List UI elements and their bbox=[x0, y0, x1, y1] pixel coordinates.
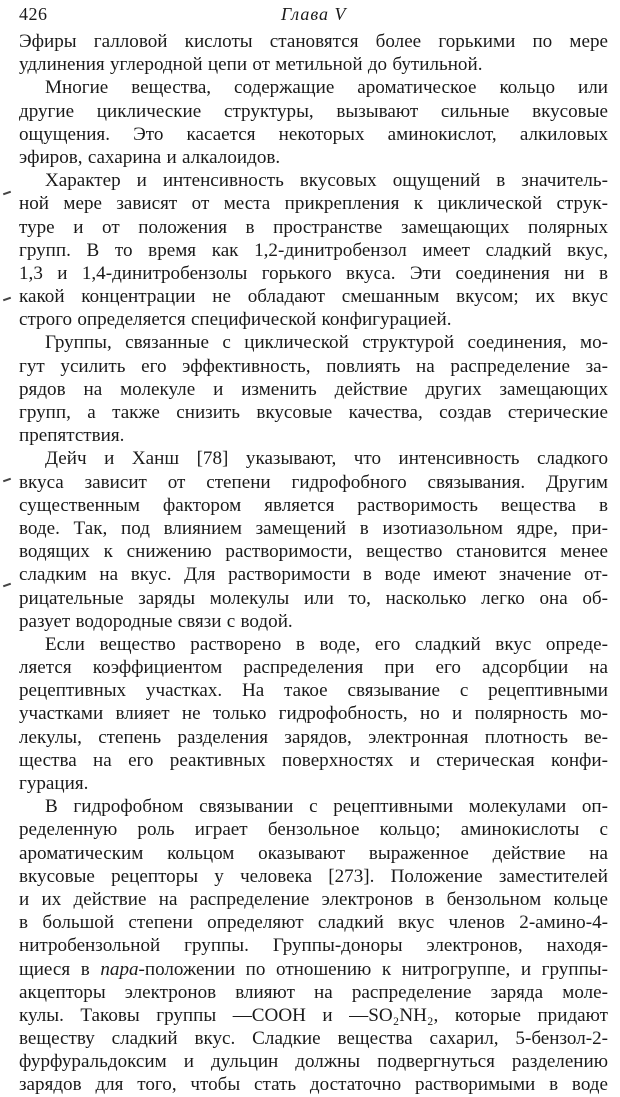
text-line: щества на его реактивных поверхностях и стерическая конфи- bbox=[19, 749, 608, 771]
margin-mark bbox=[3, 191, 11, 196]
paragraph bbox=[19, 795, 608, 1096]
text-line: участками влияет не только гидрофобность, но и полярность мо- bbox=[19, 703, 608, 725]
text-line: Дейч и Ханш [78] указывают, что интенсивность сладкого bbox=[45, 448, 608, 470]
text-line: рядов на молекуле и изменить действие других замещающих bbox=[19, 378, 608, 400]
text-line: существенным фактором является растворимость вещества в bbox=[19, 494, 608, 516]
text-line: Группы, связанные с циклической структурой соединения, мо- bbox=[45, 332, 608, 354]
text-line: Эфиры галловой кислоты становятся более горькими по мере bbox=[19, 31, 608, 52]
text-line: удлинения углеродной цепи от метильной до бутильной. bbox=[19, 54, 483, 76]
text-line: Многие вещества, содержащие ароматическое кольцо или bbox=[45, 77, 608, 99]
text-line: другие циклические структуры, вызывают сильные вкусовые bbox=[19, 100, 608, 122]
text-line: щиеся в пара-положении по отношению к нитрогруппе, и группы- bbox=[19, 958, 608, 980]
text-line: веществу сладкий вкус. Сладкие вещества сахарил, 5-бензол-2- bbox=[19, 1028, 608, 1050]
paragraph bbox=[19, 169, 608, 331]
text-line: Характер и интенсивность вкусовых ощущений в значитель- bbox=[45, 170, 608, 192]
text-line: групп, а также снизить вкусовые качества, создав стерические bbox=[19, 402, 608, 423]
text-line: строго определяется специфической конфигурацией. bbox=[19, 309, 452, 331]
text-line: водящих к снижению растворимости, вещество становится менее bbox=[19, 541, 608, 563]
paragraph bbox=[19, 30, 608, 76]
text-line: ляется коэффициентом распределения при его адсорбции на bbox=[19, 657, 608, 679]
text-line: В гидрофобном связывании с рецептивными молекулами оп- bbox=[45, 796, 608, 818]
page-header bbox=[19, 2, 608, 28]
text-line: препятствия. bbox=[19, 425, 125, 447]
text-line: зарядов для того, чтобы стать достаточно растворимыми в воде bbox=[19, 1074, 608, 1096]
text-line: и их действие на распределение электронов в бензольном кольце bbox=[19, 888, 608, 910]
text-line: Если вещество растворено в воде, его сладкий вкус опреде- bbox=[45, 633, 608, 655]
text-line: вкуса зависит от степени гидрофобного связывания. Другим bbox=[19, 471, 608, 493]
text-line: групп. В то время как 1,2-динитробензол имеет сладкий вкус, bbox=[19, 239, 608, 261]
text-line: 1,3 и 1,4-динитробензолы горького вкуса. Эти соединения ни в bbox=[19, 262, 608, 284]
paragraph bbox=[19, 633, 608, 795]
text-line: вкусовые рецепторы у человека [273]. Положение заместителей bbox=[19, 865, 608, 887]
paragraph bbox=[19, 331, 608, 447]
margin-mark bbox=[3, 478, 11, 483]
text-line: в большой степени определяют сладкий вкус членов 2-амино-4- bbox=[19, 912, 608, 934]
text-line: эфиров, сахарина и алкалоидов. bbox=[19, 146, 281, 168]
text-line: рицательные заряды молекулы или то, насколько легко она об- bbox=[19, 587, 608, 609]
text-line: акцепторы электронов влияют на распределение заряда моле- bbox=[19, 981, 608, 1003]
text-line: ределенную роль играет бензольное кольцо; аминокислоты с bbox=[19, 819, 608, 841]
text-line: сладким на вкус. Для растворимости в воде имеют значение от- bbox=[19, 564, 608, 586]
margin-mark bbox=[3, 297, 11, 302]
body-text bbox=[19, 30, 608, 1097]
text-line: гурация. bbox=[19, 773, 89, 794]
text-line: рецептивных участках. На такое связывание с рецептивными bbox=[19, 680, 608, 702]
running-head: Глава V bbox=[281, 4, 347, 24]
paragraph bbox=[19, 76, 608, 169]
margin-mark bbox=[3, 583, 11, 588]
text-line: ароматическим кольцом оказывают выраженное действие на bbox=[19, 842, 608, 864]
paragraph bbox=[19, 447, 608, 633]
text-line: нитробензольной группы. Группы-доноры электронов, находя- bbox=[19, 935, 608, 957]
text-line: ной мере зависят от места прикрепления к циклической струк- bbox=[19, 193, 608, 215]
text-line: кулы. Таковы группы —COOH и —SO₂NH₂, которые придают bbox=[19, 1004, 608, 1026]
text-line: ощущения. Это касается некоторых аминокислот, алкиловых bbox=[19, 123, 608, 145]
page-number: 426 bbox=[19, 4, 48, 24]
text-line: воде. Так, под влиянием замещений в изотиазольном ядре, при- bbox=[19, 517, 608, 539]
text-line: туре и от положения в пространстве замещающих полярных bbox=[19, 216, 608, 238]
text-line: разует водородные связи с водой. bbox=[19, 610, 293, 632]
text-line: фурфуральдоксим и дульцин должны подвергнуться разделению bbox=[19, 1051, 608, 1073]
text-line: лекулы, степень разделения зарядов, электронная плотность ве- bbox=[19, 726, 608, 748]
text-line: какой концентрации не обладают смешанным вкусом; их вкус bbox=[19, 286, 608, 308]
italic-term: пара bbox=[100, 958, 139, 980]
text-line: гут усилить его эффективность, повлиять на распределение за- bbox=[19, 355, 608, 377]
